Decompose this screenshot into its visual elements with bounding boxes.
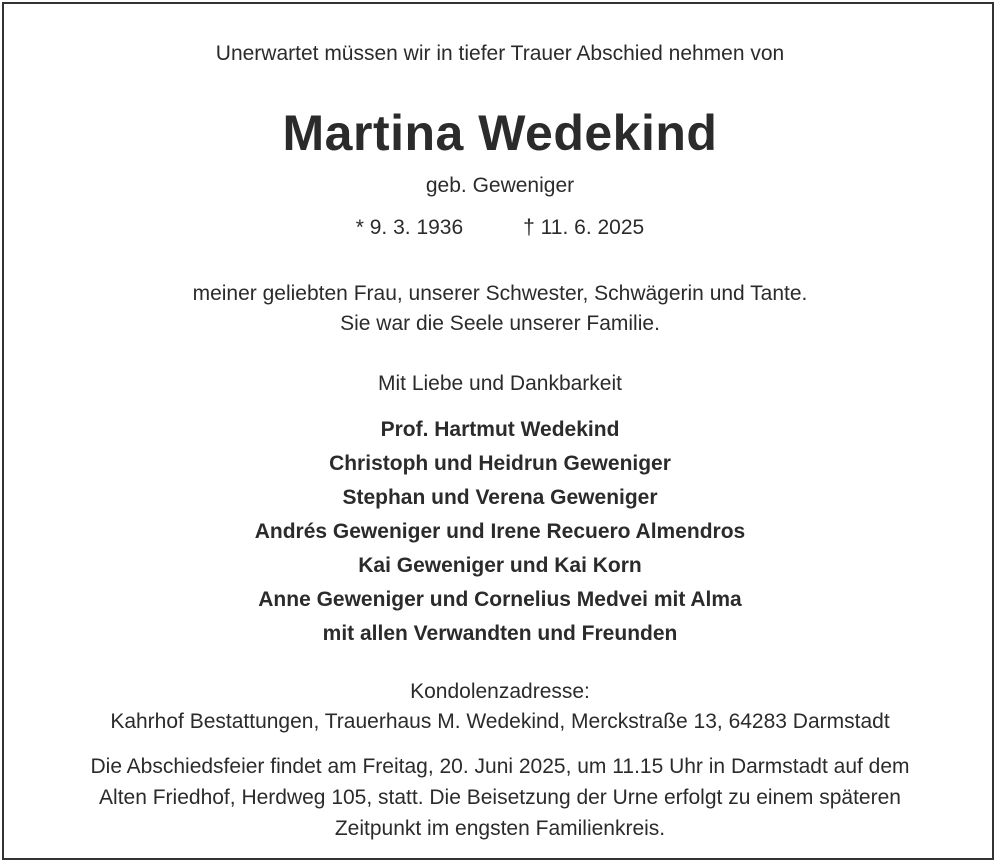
- ceremony-text: Zeitpunkt im engsten Familienkreis.: [334, 817, 666, 840]
- mourner-closing: mit allen Verwandten und Freunden: [322, 622, 678, 645]
- ceremony-text: Die Abschiedsfeier findet am Freitag, 20. Juni 2025, um 11.15 Uhr in Darmstadt auf dem: [90, 755, 910, 778]
- relation-text-2: Sie war die Seele unserer Familie.: [340, 312, 660, 335]
- death-date: † 11. 6. 2025: [523, 216, 645, 239]
- intro-text: Unerwartet müssen wir in tiefer Trauer Abschied nehmen von: [215, 42, 785, 65]
- maiden-name: geb. Geweniger: [425, 174, 575, 197]
- life-dates: [0, 216, 1000, 240]
- mourner-name: Andrés Geweniger und Irene Recuero Almendros: [254, 520, 746, 543]
- condolence-label: Kondolenzadresse:: [410, 680, 590, 703]
- condolence-address: Kahrhof Bestattungen, Trauerhaus M. Wedekind, Merckstraße 13, 64283 Darmstadt: [110, 710, 890, 733]
- mourner-name: Kai Geweniger und Kai Korn: [358, 554, 642, 577]
- mourner-name: Christoph und Heidrun Geweniger: [329, 452, 671, 475]
- mourner-name: Stephan und Verena Geweniger: [342, 486, 658, 509]
- deceased-name: Martina Wedekind: [282, 105, 718, 161]
- birth-date: * 9. 3. 1936: [355, 216, 464, 239]
- mourner-name: Anne Geweniger und Cornelius Medvei mit Alma: [258, 588, 742, 611]
- gratitude-text: Mit Liebe und Dankbarkeit: [378, 372, 622, 395]
- relation-text: meiner geliebten Frau, unserer Schwester, Schwägerin und Tante.: [192, 282, 808, 305]
- ceremony-text: Alten Friedhof, Herdweg 105, statt. Die Beisetzung der Urne erfolgt zu einem späteren: [99, 786, 901, 809]
- mourner-name: Prof. Hartmut Wedekind: [380, 418, 620, 441]
